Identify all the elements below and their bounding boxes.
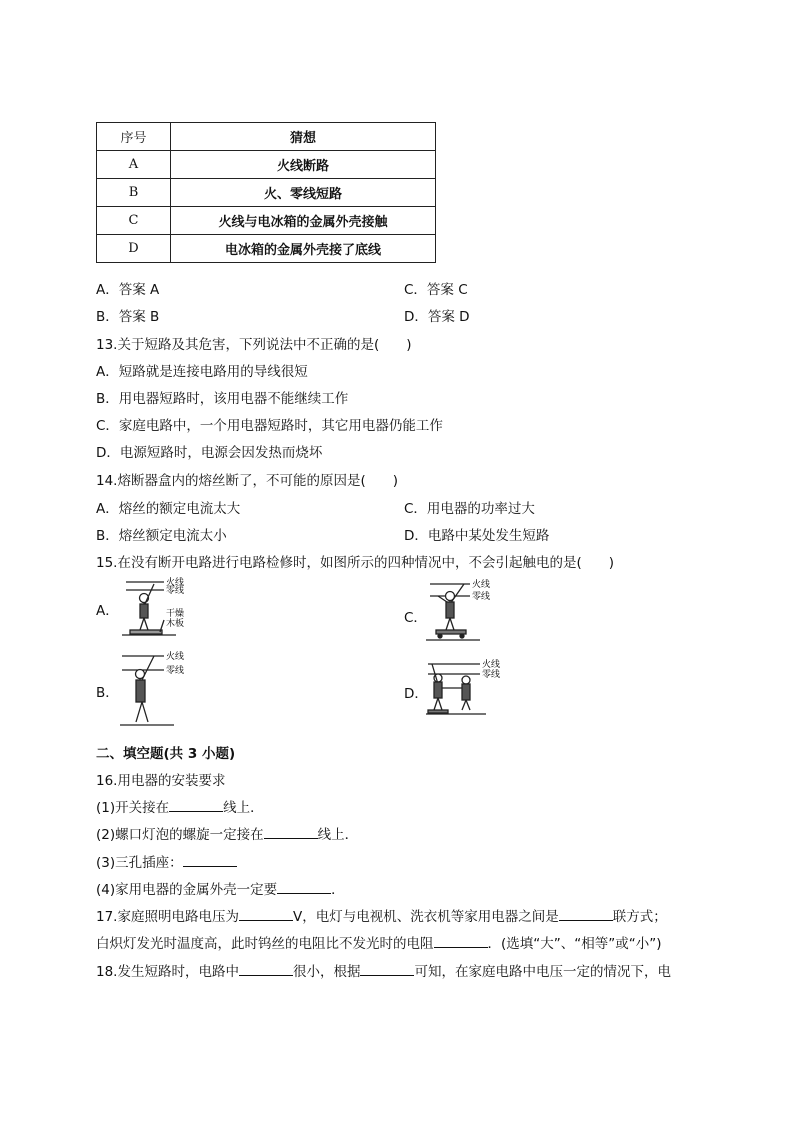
option-c[interactable]: C． [404,610,427,626]
question-16-line-3 [96,851,237,871]
label-live-wire: 火线 [166,578,185,588]
question-16-stem: 16.用电器的安装要求 [96,773,226,789]
question-15-stem: 15.在没有断开电路进行电路检修时，如图所示的四种情况中，不会引起触电的是( ) [96,555,615,571]
figure-d-two-persons [424,656,508,718]
q17-text: ．(选填“大”、“相等”或“小”) [487,936,662,952]
table-cell: 火线与电冰箱的金属外壳接触 [171,207,436,235]
q18-text: 可知，在家庭电路中电压一定的情况下，电 [414,964,671,980]
table-row [97,179,436,207]
option-a[interactable]: A．短路就是连接电路用的导线很短 [96,364,308,380]
label-neutral-wire: 零线 [166,586,185,596]
table-row [97,151,436,179]
q17-text: 17.家庭照明电路电压为 [96,909,239,925]
option-a[interactable]: A． [96,603,119,619]
label-dry: 干燥 [166,609,185,619]
table-row [97,207,436,235]
q16-text: (1)开关接在 [96,800,170,816]
q17-text: V，电灯与电视机、洗衣机等家用电器之间是 [292,909,559,925]
answer-blank[interactable] [264,824,318,839]
q17-text: 联方式； [612,909,667,925]
table-cell: A [97,151,171,179]
answer-blank[interactable] [239,906,293,921]
option-a[interactable]: A．答案 A [96,282,160,298]
q16-text: ． [331,882,345,898]
hypothesis-table [96,122,436,263]
option-b[interactable]: B．答案 B [96,309,160,325]
question-16-line-4 [96,878,345,898]
q16-text: 线上． [223,800,264,816]
section-title: 二、填空题(共 3 小题) [96,746,236,762]
label-live-wire: 火线 [482,660,501,670]
answer-blank[interactable] [277,879,331,894]
q18-text: 18.发生短路时，电路中 [96,964,239,980]
label-live-wire: 火线 [166,652,185,662]
table-cell: D [97,235,171,263]
table-cell: 电冰箱的金属外壳接了底线 [171,235,436,263]
option-a[interactable]: A．熔丝的额定电流太大 [96,501,241,517]
option-c[interactable]: C．用电器的功率过大 [404,501,535,517]
figure-c-person-on-stand [424,576,504,644]
question-13-stem: 13.关于短路及其危害，下列说法中不正确的是( ) [96,337,412,353]
answer-blank[interactable] [169,797,223,812]
figure-b-person-on-ground [118,648,198,730]
table-cell: B [97,179,171,207]
option-d[interactable]: D．电路中某处发生短路 [404,528,550,544]
q16-text: (3)三孔插座： [96,855,183,871]
table-header: 序号 [97,123,171,151]
question-17-line-2 [96,932,662,952]
question-17-line-1 [96,905,667,925]
table-header-row [97,123,436,151]
answer-blank[interactable] [434,933,488,948]
table-header: 猜想 [171,123,436,151]
option-c[interactable]: C．答案 C [404,282,468,298]
label-board: 木板 [166,619,185,629]
q17-text: 白炽灯发光时温度高，此时钨丝的电阻比不发光时的电阻 [96,936,434,952]
option-c[interactable]: C．家庭电路中，一个用电器短路时，其它用电器仍能工作 [96,418,443,434]
label-neutral-wire: 零线 [472,592,491,602]
question-16-line-1 [96,796,264,816]
label-neutral-wire: 零线 [166,666,185,676]
question-14-stem: 14.熔断器盒内的熔丝断了，不可能的原因是( ) [96,473,399,489]
answer-blank[interactable] [559,906,613,921]
q16-text: (4)家用电器的金属外壳一定要 [96,882,278,898]
answer-blank[interactable] [183,852,237,867]
q16-text: (2)螺口灯泡的螺旋一定接在 [96,827,264,843]
option-d[interactable]: D． [404,686,428,702]
table-row [97,235,436,263]
label-neutral-wire: 零线 [482,670,501,680]
q18-text: 很小，根据 [292,964,361,980]
option-b[interactable]: B．用电器短路时，该用电器不能继续工作 [96,391,349,407]
label-live-wire: 火线 [472,580,491,590]
question-18-line-1 [96,960,671,980]
option-d[interactable]: D．电源短路时，电源会因发热而烧坏 [96,445,323,461]
figure-a-person-on-dry-board [120,576,200,638]
answer-blank[interactable] [360,961,414,976]
table-cell: C [97,207,171,235]
table-cell: 火、零线短路 [171,179,436,207]
option-b[interactable]: B． [96,685,119,701]
answer-blank[interactable] [239,961,293,976]
option-d[interactable]: D．答案 D [404,309,470,325]
table-cell: 火线断路 [171,151,436,179]
question-16-line-2 [96,823,358,843]
q16-text: 线上． [317,827,359,843]
option-b[interactable]: B．熔丝额定电流太小 [96,528,227,544]
